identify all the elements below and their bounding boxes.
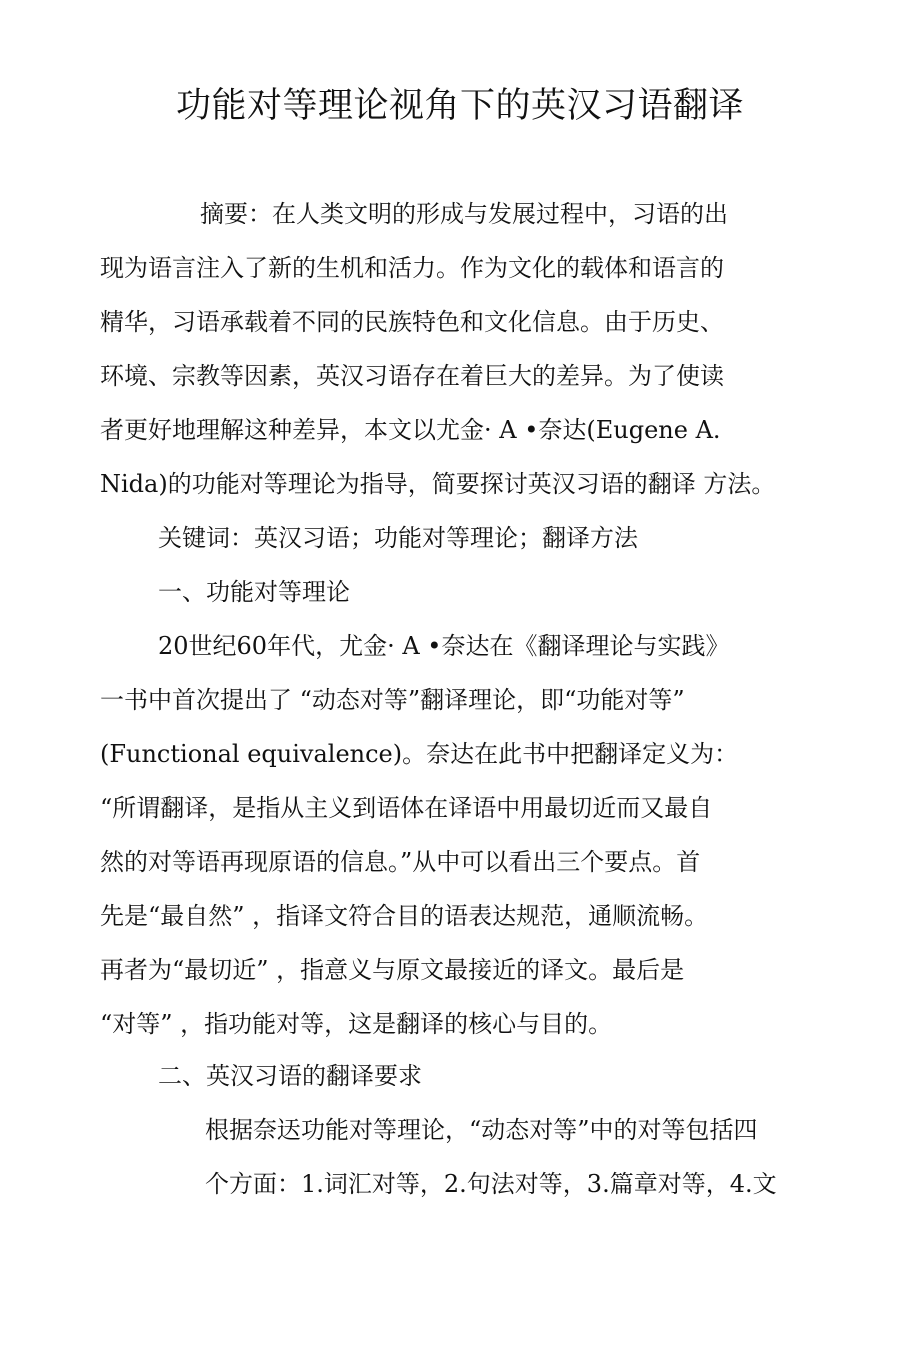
abstract-line-2: 现为语言注入了新的生机和活力。作为文化的载体和语言的 bbox=[100, 254, 724, 282]
body-line-1: 20世纪60年代，尤金· A •奈达在《翻译理论与实践》 bbox=[158, 632, 730, 660]
abstract-line-1: 摘要：在人类文明的形成与发展过程中，习语的出 bbox=[200, 200, 728, 228]
abstract-line-4: 环境、宗教等因素，英汉习语存在着巨大的差异。为了使读 bbox=[100, 362, 724, 390]
abstract-line-3: 精华，习语承载着不同的民族特色和文化信息。由于历史、 bbox=[100, 308, 724, 336]
section-heading-1: 一、功能对等理论 bbox=[158, 578, 350, 606]
abstract-line-5: 者更好地理解这种差异，本文以尤金· A •奈达(Eugene A. bbox=[100, 416, 721, 444]
body-line-8: “对等” ，指功能对等，这是翻译的核心与目的。 bbox=[100, 1010, 613, 1038]
body-line-10: 个方面：1.词汇对等，2.句法对等，3.篇章对等，4.文 bbox=[205, 1170, 777, 1198]
body-line-4: “所谓翻译，是指从主义到语体在译语中用最切近而又最自 bbox=[100, 794, 713, 822]
document-title: 功能对等理论视角下的英汉习语翻译 bbox=[175, 86, 744, 126]
body-line-3: (Functional equivalence)。奈达在此书中把翻译定义为： bbox=[100, 740, 739, 768]
body-line-6: 先是“最自然” ，指译文符合目的语表达规范，通顺流畅。 bbox=[100, 902, 709, 930]
body-line-5: 然的对等语再现原语的信息。”从中可以看出三个要点。首 bbox=[100, 848, 701, 876]
body-line-7: 再者为“最切近” ，指意义与原文最接近的译文。最后是 bbox=[100, 956, 685, 984]
abstract-line-6: Nida)的功能对等理论为指导，简要探讨英汉习语的翻译 方法。 bbox=[100, 470, 776, 498]
keywords-line: 关键词：英汉习语；功能对等理论；翻译方法 bbox=[158, 524, 638, 552]
section-heading-2: 二、英汉习语的翻译要求 bbox=[158, 1062, 422, 1090]
body-line-2: 一书中首次提出了 “动态对等”翻译理论，即“功能对等” bbox=[100, 686, 685, 714]
body-line-9: 根据奈迗功能对等理论，“动态对等”中的对等包括四 bbox=[205, 1116, 758, 1144]
